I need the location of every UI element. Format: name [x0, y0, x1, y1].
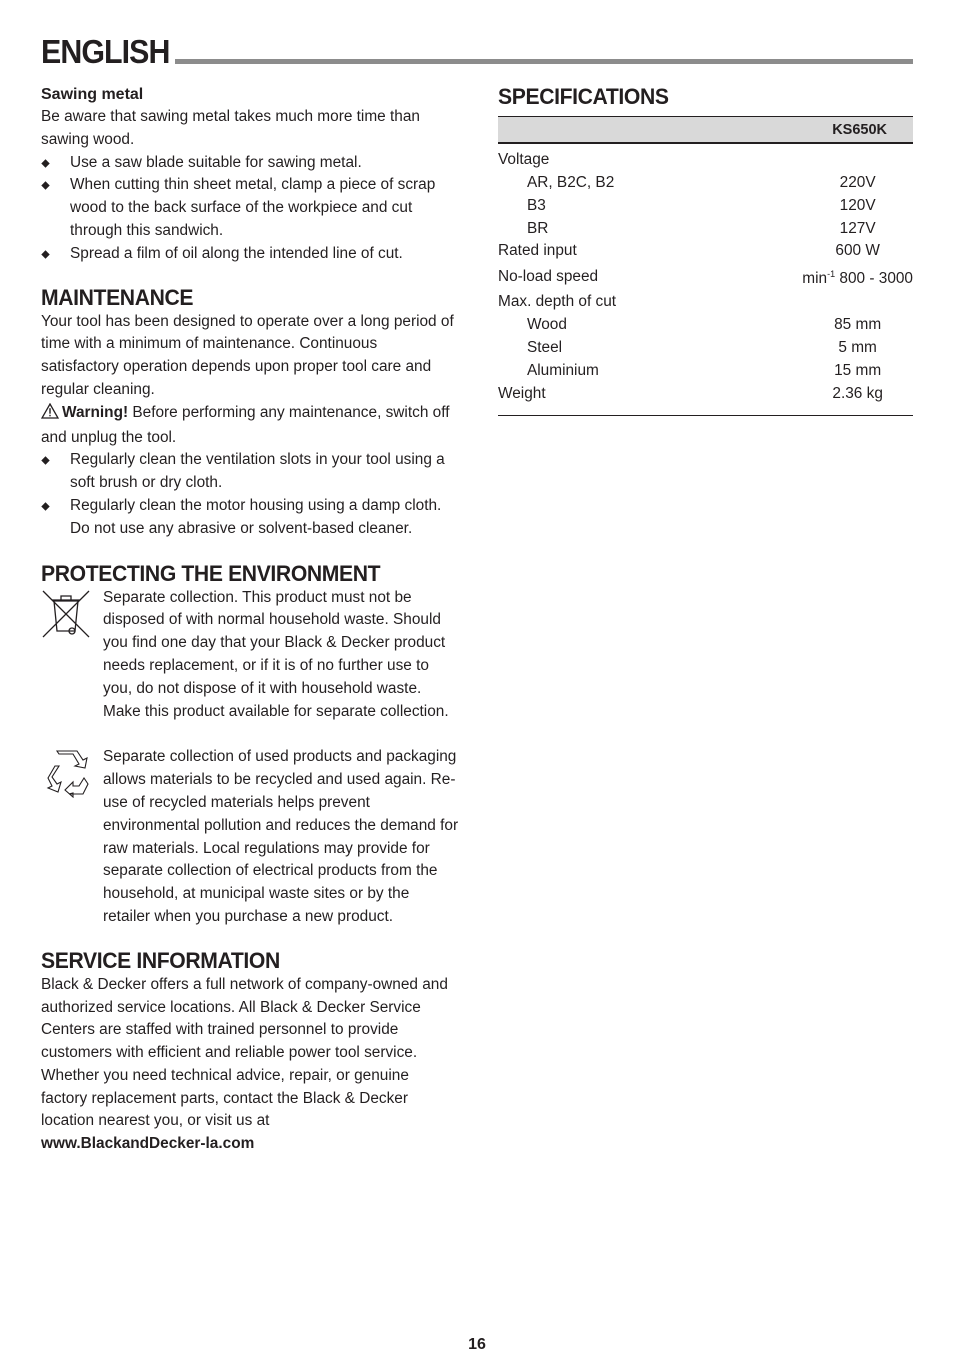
list-item-text: Spread a film of oil along the intended line of cut. — [70, 244, 403, 262]
spec-label: BR — [527, 219, 549, 237]
spec-value: 600 W — [835, 242, 880, 260]
no-load-exponent: -1 — [827, 269, 836, 280]
recycling-block — [41, 746, 459, 928]
table-bottom-rule — [498, 415, 913, 416]
right-column — [498, 84, 913, 416]
warning-triangle-icon — [41, 403, 59, 427]
spec-label: Wood — [527, 316, 567, 334]
spec-value: 120V — [839, 196, 876, 214]
table-row — [498, 195, 913, 218]
list-item-text: When cutting thin sheet metal, clamp a piece of scrap wood to the back surface of the workpiece and cut through this sandwich. — [70, 176, 436, 239]
service-url: www.BlackandDecker-la.com — [41, 1135, 255, 1153]
table-row — [498, 337, 913, 360]
table-row — [498, 360, 913, 383]
page-header — [41, 30, 913, 70]
maintenance-warning — [41, 402, 459, 450]
specifications-table — [498, 116, 913, 406]
list-item-text: Regularly clean the ventilation slots in your tool using a soft brush or dry cloth. — [70, 451, 445, 492]
spec-value: 85 mm — [834, 316, 882, 334]
spec-value: 15 mm — [834, 361, 882, 379]
table-row — [498, 263, 913, 291]
list-item — [41, 449, 459, 495]
diamond-bullet-icon — [41, 502, 49, 510]
page-number: 16 — [468, 1336, 486, 1353]
service-text: Black & Decker offers a full network of company-owned and authorized service locations. All Black & Decker Service Centers are staffed with trained personnel to provide customers with efficient and reliable power tool service. Whether you need technical advice, repair, or genuine factory replacement parts, contact the Black & Decker location nearest you, or visit us at — [41, 975, 448, 1130]
table-row — [498, 143, 913, 172]
separate-collection-block — [41, 587, 459, 724]
spec-label: No-load speed — [498, 267, 599, 285]
table-row — [498, 291, 913, 314]
no-load-range: 800 - 3000 — [835, 270, 913, 288]
spec-label: Steel — [527, 339, 563, 356]
table-row — [498, 217, 913, 240]
service-title: SERVICE INFORMATION — [41, 947, 280, 973]
warning-label: Warning! — [62, 403, 129, 421]
spec-value: 220V — [839, 173, 876, 191]
no-load-speed-value — [802, 263, 913, 291]
list-item — [41, 174, 459, 242]
table-row — [498, 172, 913, 195]
recycling-icon — [41, 748, 91, 806]
environment-title: PROTECTING THE ENVIRONMENT — [41, 560, 381, 586]
specifications-title: SPECIFICATIONS — [498, 84, 669, 109]
list-item-text: Use a saw blade suitable for sawing metal. — [70, 153, 362, 171]
spec-value: 127V — [839, 219, 876, 237]
warning-text: Before performing any maintenance, switch off and unplug the tool. — [41, 403, 450, 446]
spec-label: Max. depth of cut — [498, 293, 617, 311]
sawing-metal-list — [41, 152, 459, 266]
list-item — [41, 495, 459, 541]
spec-label: AR, B2C, B2 — [527, 173, 615, 191]
diamond-bullet-icon — [41, 250, 49, 258]
table-header-row — [498, 117, 913, 143]
spec-label: Rated input — [498, 242, 577, 260]
spec-value: 2.36 kg — [832, 384, 883, 402]
sawing-metal-heading: Sawing metal — [41, 86, 144, 103]
list-item-text: Regularly clean the motor housing using a damp cloth. Do not use any abrasive or solvent-based cleaner. — [70, 496, 442, 537]
recycling-text: Separate collection of used products and packaging allows materials to be recycled and used again. Re-use of recycled materials helps prevent environmental pollution and reduces the demand for raw materials. Local regulations may provide for separate collection of electrical products from the household, at municipal waste sites or by the retailer when you purchase a new product. — [103, 748, 459, 925]
left-column — [41, 84, 459, 1156]
table-row — [498, 383, 913, 406]
diamond-bullet-icon — [41, 457, 49, 465]
list-item — [41, 152, 459, 175]
voltage-label: Voltage — [498, 150, 550, 168]
diamond-bullet-icon — [41, 182, 49, 190]
language-title: ENGLISH — [41, 33, 170, 70]
sawing-metal-intro: Be aware that sawing metal takes much more time than sawing wood. — [41, 108, 420, 148]
maintenance-intro: Your tool has been designed to operate over a long period of time with a minimum of maintenance. Continuous satisfactory operation depends upon proper tool care and regular cleaning. — [41, 312, 454, 398]
spec-label: Aluminium — [527, 361, 599, 379]
spec-value: 5 mm — [838, 339, 877, 356]
separate-collection-text: Separate collection. This product must not be disposed of with normal household waste. Should you find one day that your Black & Decker product needs replacement, or if it is of no further use to you, do not dispose of it with household waste. Make this product available for separate collection. — [103, 588, 449, 720]
no-load-unit: min — [802, 270, 828, 288]
list-item — [41, 243, 459, 266]
diamond-bullet-icon — [41, 159, 49, 167]
header-rule — [175, 59, 913, 64]
spec-label: B3 — [527, 196, 546, 214]
table-row — [498, 314, 913, 337]
crossed-out-bin-icon — [41, 589, 91, 647]
model-column-header: KS650K — [498, 117, 913, 143]
table-row — [498, 240, 913, 263]
spec-label: Weight — [498, 384, 546, 402]
maintenance-list — [41, 449, 459, 540]
maintenance-title: MAINTENANCE — [41, 284, 194, 310]
